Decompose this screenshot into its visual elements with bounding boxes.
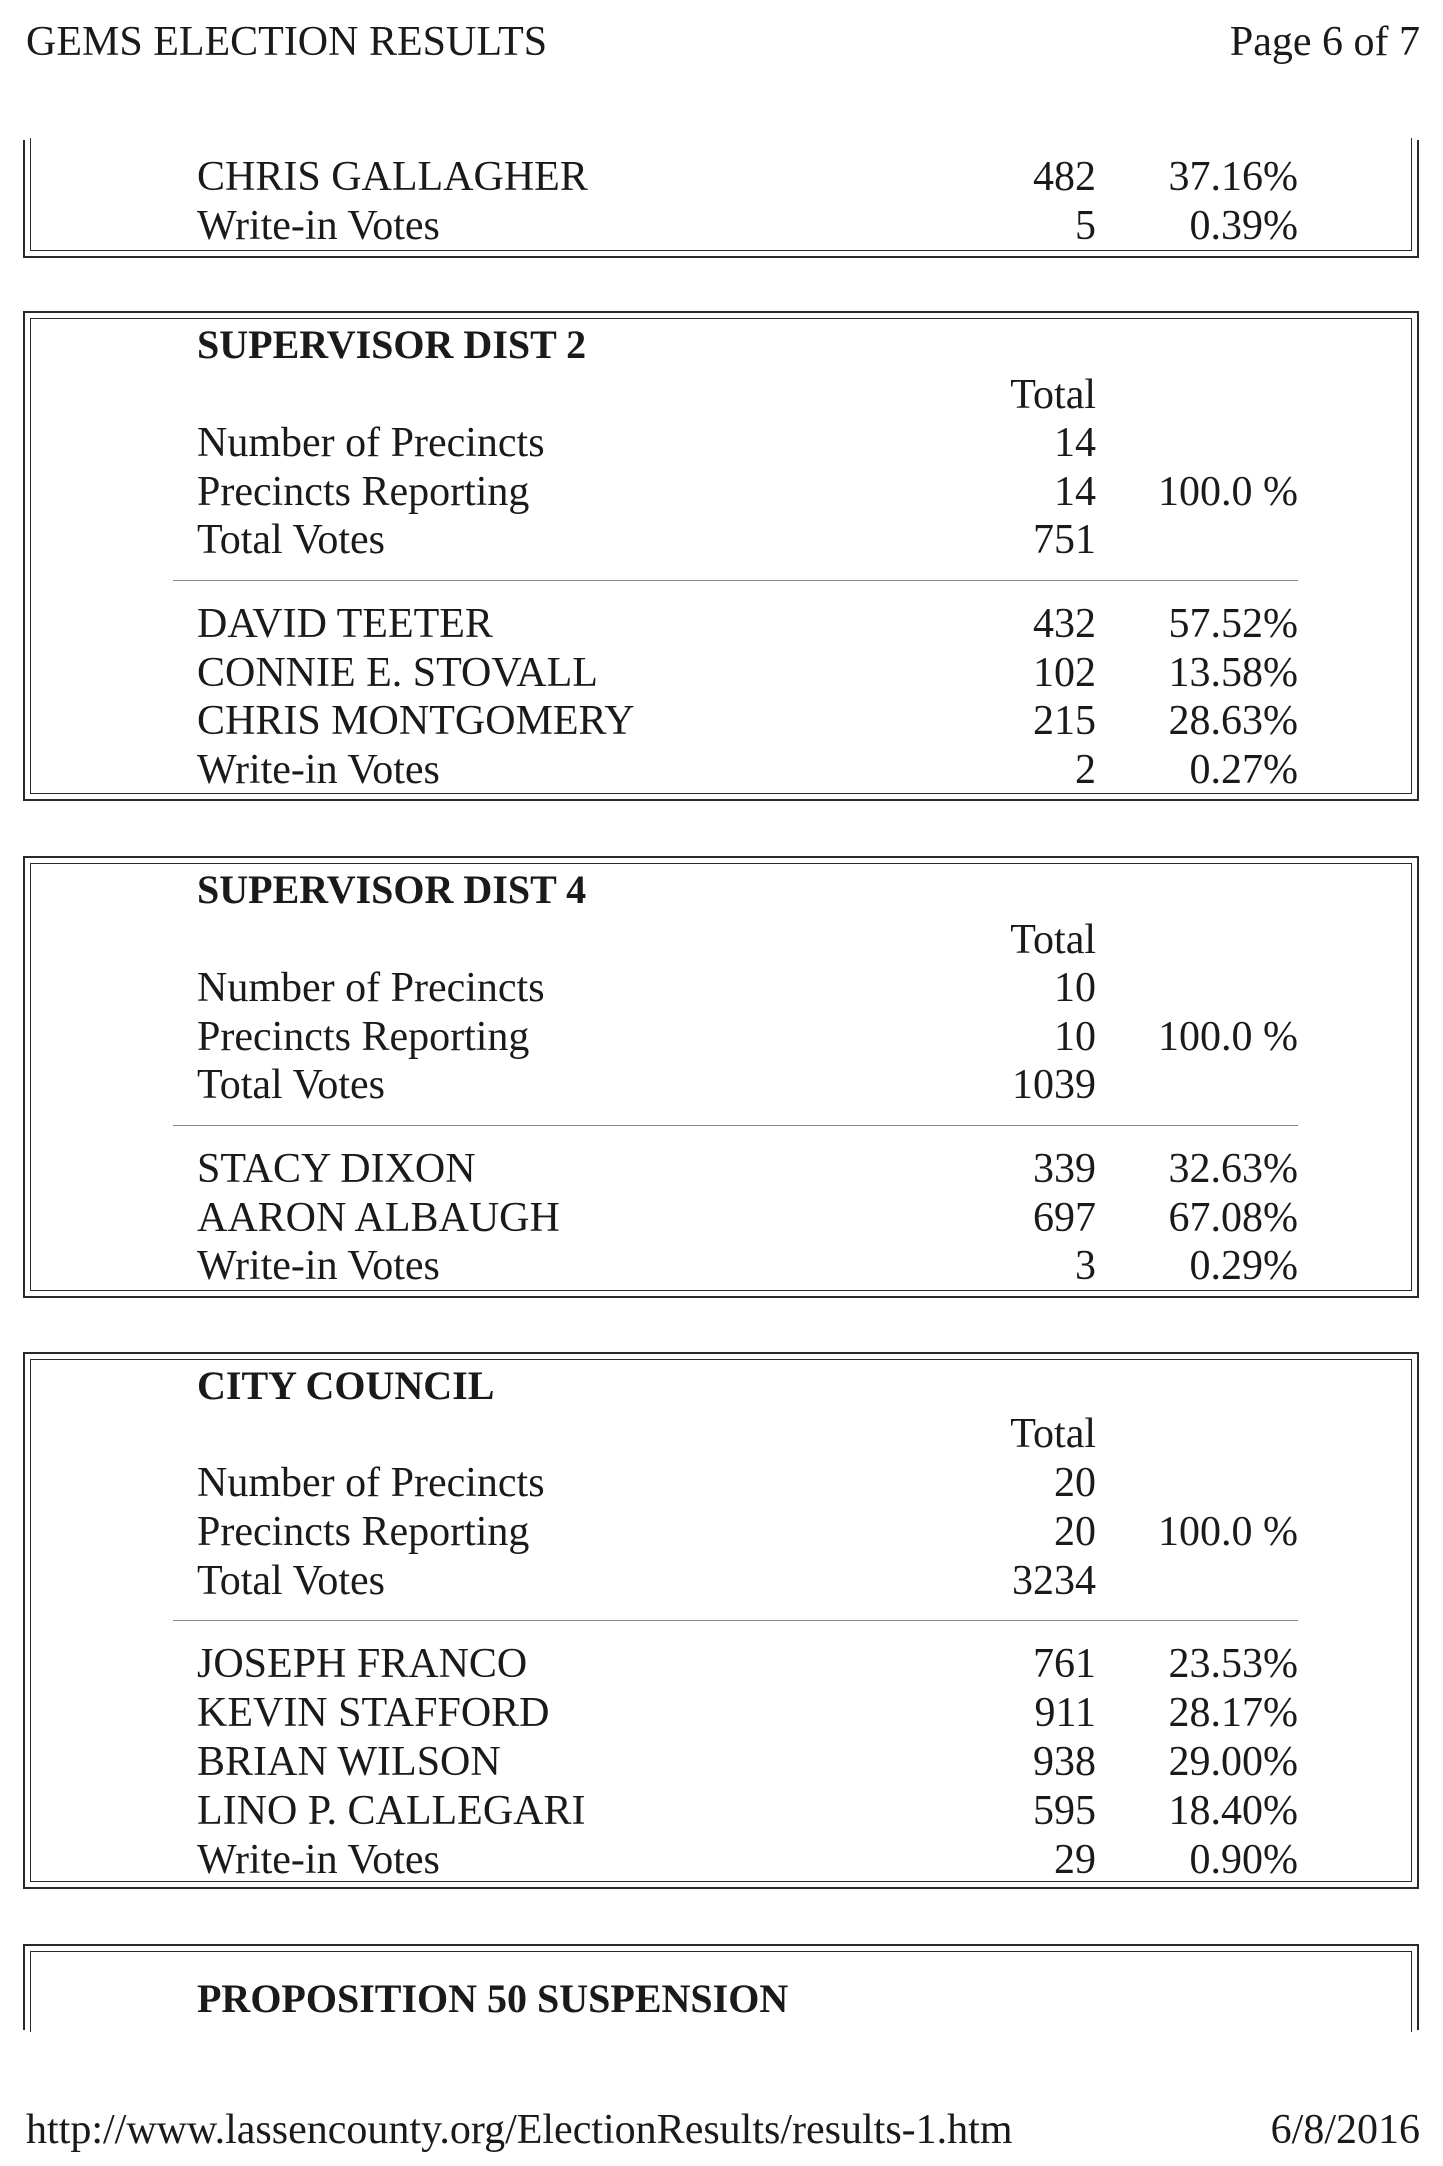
stat-label: Number of Precincts bbox=[197, 965, 545, 1011]
candidate-row bbox=[173, 1787, 1298, 1835]
candidate-votes: 29 bbox=[1054, 1837, 1096, 1883]
race-title: CITY COUNCIL bbox=[197, 1363, 495, 1408]
stat-row bbox=[173, 1013, 1298, 1061]
candidate-votes: 3 bbox=[1075, 1243, 1096, 1289]
candidate-name: AARON ALBAUGH bbox=[197, 1195, 560, 1241]
candidate-percent: 23.53% bbox=[1168, 1641, 1298, 1687]
total-column-label: Total bbox=[1010, 372, 1096, 418]
race-title-row bbox=[173, 321, 1298, 369]
stat-value: 751 bbox=[1033, 517, 1096, 563]
candidate-percent: 28.17% bbox=[1168, 1690, 1298, 1736]
stat-value: 10 bbox=[1054, 965, 1096, 1011]
separator-line bbox=[173, 1620, 1298, 1621]
candidate-name: BRIAN WILSON bbox=[197, 1739, 501, 1785]
candidate-row bbox=[173, 746, 1298, 794]
stat-row bbox=[173, 1508, 1298, 1556]
stat-label: Precincts Reporting bbox=[197, 469, 530, 515]
candidate-percent: 18.40% bbox=[1168, 1788, 1298, 1834]
candidate-votes: 697 bbox=[1033, 1195, 1096, 1241]
candidate-name: Write-in Votes bbox=[197, 1243, 440, 1289]
stat-label: Precincts Reporting bbox=[197, 1014, 530, 1060]
total-column-label: Total bbox=[1010, 1411, 1096, 1457]
candidate-votes: 761 bbox=[1033, 1641, 1096, 1687]
candidate-name: CONNIE E. STOVALL bbox=[197, 650, 598, 696]
candidate-percent: 28.63% bbox=[1168, 698, 1298, 744]
candidate-name: CHRIS MONTGOMERY bbox=[197, 698, 635, 744]
candidate-votes: 911 bbox=[1034, 1690, 1096, 1736]
candidate-votes: 215 bbox=[1033, 698, 1096, 744]
candidate-percent: 0.39% bbox=[1189, 203, 1298, 249]
candidate-name: LINO P. CALLEGARI bbox=[197, 1788, 586, 1834]
candidate-percent: 0.90% bbox=[1189, 1837, 1298, 1883]
candidate-percent: 32.63% bbox=[1168, 1146, 1298, 1192]
stat-value: 20 bbox=[1054, 1460, 1096, 1506]
page-number: Page 6 of 7 bbox=[1229, 19, 1420, 65]
stat-value: 3234 bbox=[1012, 1558, 1096, 1604]
total-column-label: Total bbox=[1010, 917, 1096, 963]
report-title: GEMS ELECTION RESULTS bbox=[26, 19, 548, 65]
candidate-row bbox=[173, 153, 1298, 201]
candidate-percent: 0.27% bbox=[1189, 747, 1298, 793]
stat-percent: 100.0 % bbox=[1158, 469, 1298, 515]
candidate-percent: 29.00% bbox=[1168, 1739, 1298, 1785]
print-date: 6/8/2016 bbox=[1270, 2107, 1420, 2153]
candidate-votes: 482 bbox=[1033, 154, 1096, 200]
candidate-name: STACY DIXON bbox=[197, 1146, 476, 1192]
candidate-name: Write-in Votes bbox=[197, 1837, 440, 1883]
candidate-votes: 2 bbox=[1075, 747, 1096, 793]
candidate-row bbox=[173, 202, 1298, 250]
candidate-name: Write-in Votes bbox=[197, 203, 440, 249]
candidate-percent: 13.58% bbox=[1168, 650, 1298, 696]
candidate-votes: 595 bbox=[1033, 1788, 1096, 1834]
stat-percent: 100.0 % bbox=[1158, 1509, 1298, 1555]
separator-line bbox=[173, 580, 1298, 581]
candidate-votes: 938 bbox=[1033, 1739, 1096, 1785]
candidate-row bbox=[173, 649, 1298, 697]
candidate-row bbox=[173, 1689, 1298, 1737]
stat-row bbox=[173, 1061, 1298, 1109]
stat-row bbox=[173, 1459, 1298, 1507]
candidate-percent: 57.52% bbox=[1168, 601, 1298, 647]
candidate-name: CHRIS GALLAGHER bbox=[197, 154, 588, 200]
stat-value: 1039 bbox=[1012, 1062, 1096, 1108]
candidate-name: JOSEPH FRANCO bbox=[197, 1641, 528, 1687]
candidate-row bbox=[173, 1242, 1298, 1290]
stat-row bbox=[173, 1557, 1298, 1605]
candidate-row bbox=[173, 1194, 1298, 1242]
stat-value: 10 bbox=[1054, 1014, 1096, 1060]
stat-value: 20 bbox=[1054, 1509, 1096, 1555]
stat-label: Number of Precincts bbox=[197, 1460, 545, 1506]
total-header-row bbox=[173, 916, 1298, 964]
candidate-votes: 339 bbox=[1033, 1146, 1096, 1192]
page-url: http://www.lassencounty.org/ElectionResults/results-1.htm bbox=[26, 2107, 1013, 2153]
race-proposition50-box bbox=[23, 1944, 1419, 2030]
candidate-votes: 102 bbox=[1033, 650, 1096, 696]
race-title-row bbox=[173, 1362, 1298, 1410]
race-title-row bbox=[173, 1975, 1298, 2023]
candidate-percent: 37.16% bbox=[1168, 154, 1298, 200]
race-title-row bbox=[173, 866, 1298, 914]
candidate-name: KEVIN STAFFORD bbox=[197, 1690, 550, 1736]
candidate-row bbox=[173, 600, 1298, 648]
candidate-row bbox=[173, 1640, 1298, 1688]
total-header-row bbox=[173, 371, 1298, 419]
stat-row bbox=[173, 419, 1298, 467]
candidate-row bbox=[173, 697, 1298, 745]
candidate-row bbox=[173, 1836, 1298, 1884]
candidate-name: DAVID TEETER bbox=[197, 601, 493, 647]
race-supervisor-dist4-box bbox=[23, 856, 1419, 1298]
race-title: SUPERVISOR DIST 4 bbox=[197, 867, 587, 912]
stat-label: Total Votes bbox=[197, 517, 386, 563]
stat-label: Precincts Reporting bbox=[197, 1509, 530, 1555]
stat-label: Number of Precincts bbox=[197, 420, 545, 466]
stat-percent: 100.0 % bbox=[1158, 1014, 1298, 1060]
race-continued-box bbox=[23, 140, 1419, 258]
stat-value: 14 bbox=[1054, 420, 1096, 466]
candidate-percent: 67.08% bbox=[1168, 1195, 1298, 1241]
candidate-votes: 5 bbox=[1075, 203, 1096, 249]
candidate-row bbox=[173, 1145, 1298, 1193]
race-title: PROPOSITION 50 SUSPENSION bbox=[197, 1976, 789, 2021]
stat-label: Total Votes bbox=[197, 1558, 386, 1604]
stat-label: Total Votes bbox=[197, 1062, 386, 1108]
stat-row bbox=[173, 964, 1298, 1012]
stat-row bbox=[173, 468, 1298, 516]
candidate-row bbox=[173, 1738, 1298, 1786]
race-title: SUPERVISOR DIST 2 bbox=[197, 322, 587, 367]
stat-value: 14 bbox=[1054, 469, 1096, 515]
candidate-percent: 0.29% bbox=[1189, 1243, 1298, 1289]
total-header-row bbox=[173, 1410, 1298, 1458]
candidate-name: Write-in Votes bbox=[197, 747, 440, 793]
stat-row bbox=[173, 516, 1298, 564]
separator-line bbox=[173, 1125, 1298, 1126]
candidate-votes: 432 bbox=[1033, 601, 1096, 647]
race-city-council-box bbox=[23, 1352, 1419, 1889]
race-supervisor-dist2-box bbox=[23, 311, 1419, 801]
